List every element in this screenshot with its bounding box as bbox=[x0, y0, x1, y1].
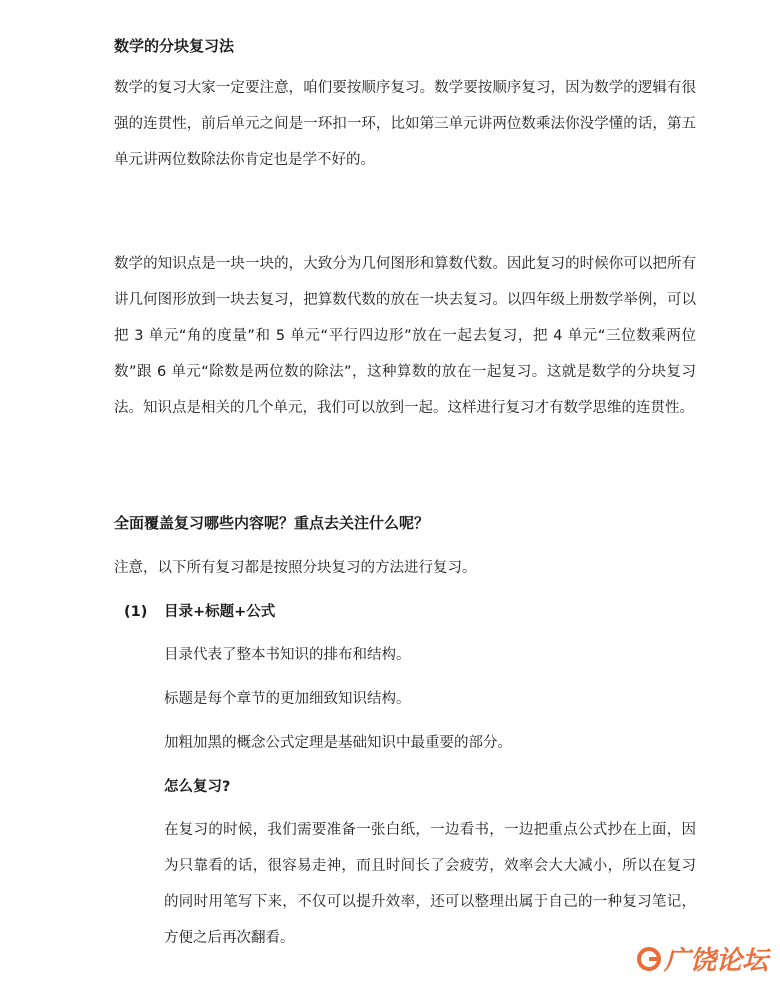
howto-title: 怎么复习? bbox=[164, 779, 231, 795]
item-line-formulas: 加粗加黑的概念公式定理是基础知识中最重要的部分。 bbox=[164, 735, 512, 751]
section-title-review-content: 全面覆盖复习哪些内容呢？重点去关注什么呢？ bbox=[114, 514, 430, 532]
ring-logo-icon bbox=[636, 946, 662, 972]
item-line-catalog: 目录代表了整本书知识的排布和结构。 bbox=[164, 647, 411, 663]
watermark-text: 广饶论坛 bbox=[663, 946, 768, 976]
item-number: (1) bbox=[124, 604, 148, 620]
section-title-block-review: 数学的分块复习法 bbox=[114, 37, 235, 55]
review-note: 注意，以下所有复习都是按照分块复习的方法进行复习。 bbox=[114, 560, 477, 576]
watermark-logo bbox=[636, 940, 768, 977]
howto-paragraph: 在复习的时候，我们需要准备一张白纸，一边看书，一边把重点公式抄在上面，因为只靠看的话，很容易走神，而且时间长了会疲劳，效率会大大减小，所以在复习的同时用笔写下来，不仅可以提升效率，还可以整理出属于自己的一种复习笔记，方便之后再次翻看。 bbox=[164, 822, 696, 946]
item-line-titles: 标题是每个章节的更加细致知识结构。 bbox=[164, 691, 411, 707]
item-title: 目录+标题+公式 bbox=[164, 604, 276, 620]
paragraph-block-knowledge: 数学的知识点是一块一块的，大致分为几何图形和算数代数。因此复习的时候你可以把所有讲几何图形放到一块去复习，把算数代数的放在一块去复习。以四年级上册数学举例，可以把 3 单元“角的度量”和 5 单元“平行四边形”放在一起去复习，把 4 单元“三位数乘两位数”跟 6 单元“除数是两位数的除法”，这种算数的放在一起复习。这就是数学的分块复习法。知识点是相关的几个单元，我们可以放到一起。这样进行复习才有数学思维的连贯性。 bbox=[114, 256, 696, 416]
item-heading-1 bbox=[124, 602, 275, 622]
paragraph-sequential-review: 数学的复习大家一定要注意，咱们要按顺序复习。数学要按顺序复习，因为数学的逻辑有很强的连贯性，前后单元之间是一环扣一环，比如第三单元讲两位数乘法你没学懂的话，第五单元讲两位数除法你肯定也是学不好的。 bbox=[114, 80, 696, 168]
